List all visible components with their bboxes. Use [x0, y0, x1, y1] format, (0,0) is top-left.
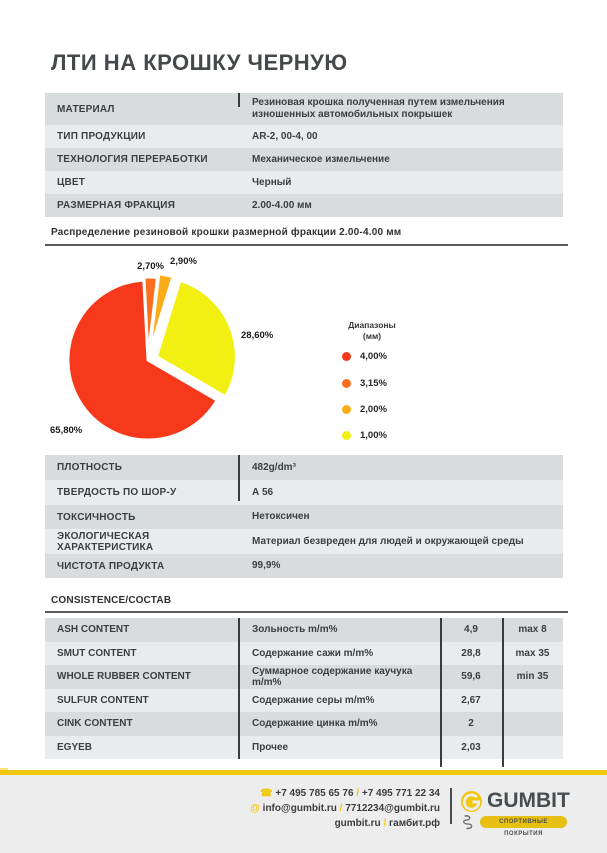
row-limit: min 35: [516, 671, 549, 683]
legend-title-line1: Диапазоны: [348, 320, 396, 330]
table-row: [45, 480, 563, 505]
properties-table: [45, 455, 563, 578]
divider: [45, 244, 568, 246]
gumbit-logo-text: GUMBIT: [487, 789, 570, 812]
legend-entry: [342, 378, 387, 389]
separator-slash: /: [383, 818, 387, 829]
row-label: РАЗМЕРНАЯ ФРАКЦИЯ: [57, 200, 176, 211]
column-divider: [238, 93, 240, 107]
row-desc: Содержание серы m/m%: [252, 694, 375, 706]
pie-slice-label: 28,60%: [241, 330, 274, 341]
row-limit: max 35: [515, 647, 550, 659]
email-address: 7712234@gumbit.ru: [345, 803, 440, 814]
website-url: гамбит.рф: [389, 818, 440, 829]
table-row: [45, 455, 563, 480]
row-label: ТОКСИЧНОСТЬ: [57, 511, 136, 523]
legend-entry: [342, 351, 387, 362]
table-row: [45, 194, 563, 217]
table-row: [45, 171, 563, 194]
table-row: [45, 125, 563, 148]
column-divider: [440, 618, 442, 767]
legend-label: 4,00%: [360, 351, 387, 362]
legend-dot: [342, 379, 351, 388]
row-value: Нетоксичен: [252, 511, 310, 522]
row-value: Резиновая крошка полученная путем измельчения изношенных автомобильных покрышек: [252, 97, 505, 120]
legend-dot: [342, 352, 351, 361]
row-label: ТИП ПРОДУКЦИИ: [57, 131, 146, 142]
at-icon: @: [250, 803, 260, 814]
chart-legend: [336, 320, 408, 441]
website-line: [250, 816, 440, 831]
table-row: [45, 642, 563, 666]
legend-title: [336, 320, 408, 342]
row-value: 482g/dm³: [252, 461, 296, 473]
row-value: Черный: [252, 176, 292, 188]
row-label: ТЕХНОЛОГИЯ ПЕРЕРАБОТКИ: [57, 154, 208, 165]
row-limit: max 8: [518, 624, 547, 636]
spring-icon: [462, 814, 474, 831]
row-name: SULFUR CONTENT: [57, 694, 149, 706]
row-value: 4,9: [464, 624, 478, 636]
row-desc: Суммарное содержание каучука m/m%: [252, 665, 413, 688]
table-row: [45, 148, 563, 171]
table-row: [45, 618, 563, 642]
pie-slice-label: 2,90%: [170, 256, 197, 267]
row-name: EGYEB: [57, 741, 93, 753]
row-value: 2,03: [461, 741, 481, 753]
phone-number: +7 495 771 22 34: [361, 788, 440, 799]
table-row: [45, 689, 563, 713]
row-label: ЭКОЛОГИЧЕСКАЯ ХАРАКТЕРИСТИКА: [57, 530, 154, 553]
gumbit-logo-icon: [460, 790, 483, 813]
table-row: [45, 529, 563, 554]
column-divider: [238, 455, 240, 501]
row-value: Механическое измельчение: [252, 153, 390, 165]
legend-entry: [342, 404, 387, 415]
row-value: AR-2, 00-4, 00: [252, 130, 318, 142]
phone-number: +7 495 785 65 76: [275, 788, 354, 799]
phone-icon: ☎: [260, 788, 273, 799]
table-row: [45, 554, 563, 578]
product-info-table: [45, 93, 563, 217]
legend-label: 1,00%: [360, 430, 387, 441]
column-divider: [238, 618, 240, 759]
divider: [45, 611, 568, 613]
email-address: info@gumbit.ru: [262, 803, 337, 814]
row-value: 99,9%: [252, 560, 281, 571]
website-url: gumbit.ru: [334, 818, 381, 829]
row-label: ЦВЕТ: [57, 177, 86, 188]
row-label: ПЛОТНОСТЬ: [57, 462, 123, 473]
row-value: 2: [468, 718, 474, 730]
row-value: Материал безвреден для людей и окружающей среды: [252, 535, 524, 547]
table-row: [45, 712, 563, 736]
row-label: МАТЕРИАЛ: [57, 103, 115, 115]
legend-title-line2: (мм): [362, 331, 382, 341]
separator-slash: /: [356, 788, 360, 799]
row-value: 2.00-4.00 мм: [252, 199, 312, 211]
row-value: А 56: [252, 486, 274, 498]
pie-chart: [45, 252, 345, 457]
pie-slice-label: 2,70%: [137, 261, 164, 272]
legend-label: 3,15%: [360, 378, 387, 389]
phone-line: [250, 786, 440, 801]
table-row: [45, 736, 563, 760]
legend-dot: [342, 431, 351, 440]
row-name: ASH CONTENT: [57, 624, 130, 636]
column-divider: [502, 618, 504, 767]
footer: [0, 770, 607, 853]
legend-dot: [342, 405, 351, 414]
row-desc: Содержание сажи m/m%: [252, 647, 374, 659]
legend-entry: [342, 430, 387, 441]
composition-table: [45, 618, 563, 759]
table-row: [45, 665, 563, 689]
logo-tagline-badge: СПОРТИВНЫЕ ПОКРЫТИЯ: [480, 816, 567, 828]
footer-divider: [450, 788, 452, 824]
row-label: ТВЕРДОСТЬ ПО ШОР-У: [57, 487, 177, 498]
row-value: 59,6: [461, 671, 481, 683]
legend-label: 2,00%: [360, 404, 387, 415]
table-row: [45, 505, 563, 529]
row-desc: Прочее: [252, 741, 289, 753]
page-title: ЛТИ НА КРОШКУ ЧЕРНУЮ: [51, 50, 348, 75]
row-value: 2,67: [461, 694, 481, 706]
row-value: 28,8: [461, 647, 481, 659]
email-line: [250, 801, 440, 816]
row-name: WHOLE RUBBER CONTENT: [57, 671, 191, 683]
row-name: SMUT CONTENT: [57, 647, 137, 659]
row-name: CINK CONTENT: [57, 718, 133, 730]
row-desc: Зольность m/m%: [252, 624, 338, 636]
row-desc: Содержание цинка m/m%: [252, 718, 378, 730]
row-label: ЧИСТОТА ПРОДУКТА: [57, 560, 165, 572]
pie-slice-label: 65,80%: [50, 425, 83, 436]
contact-block: [250, 786, 440, 831]
table-row: [45, 93, 563, 125]
separator-slash: /: [339, 803, 343, 814]
chart-title: Распределение резиновой крошки размерной фракции 2.00-4.00 мм: [51, 227, 402, 238]
section-heading: CONSISTENCE/СОСТАВ: [51, 595, 172, 606]
